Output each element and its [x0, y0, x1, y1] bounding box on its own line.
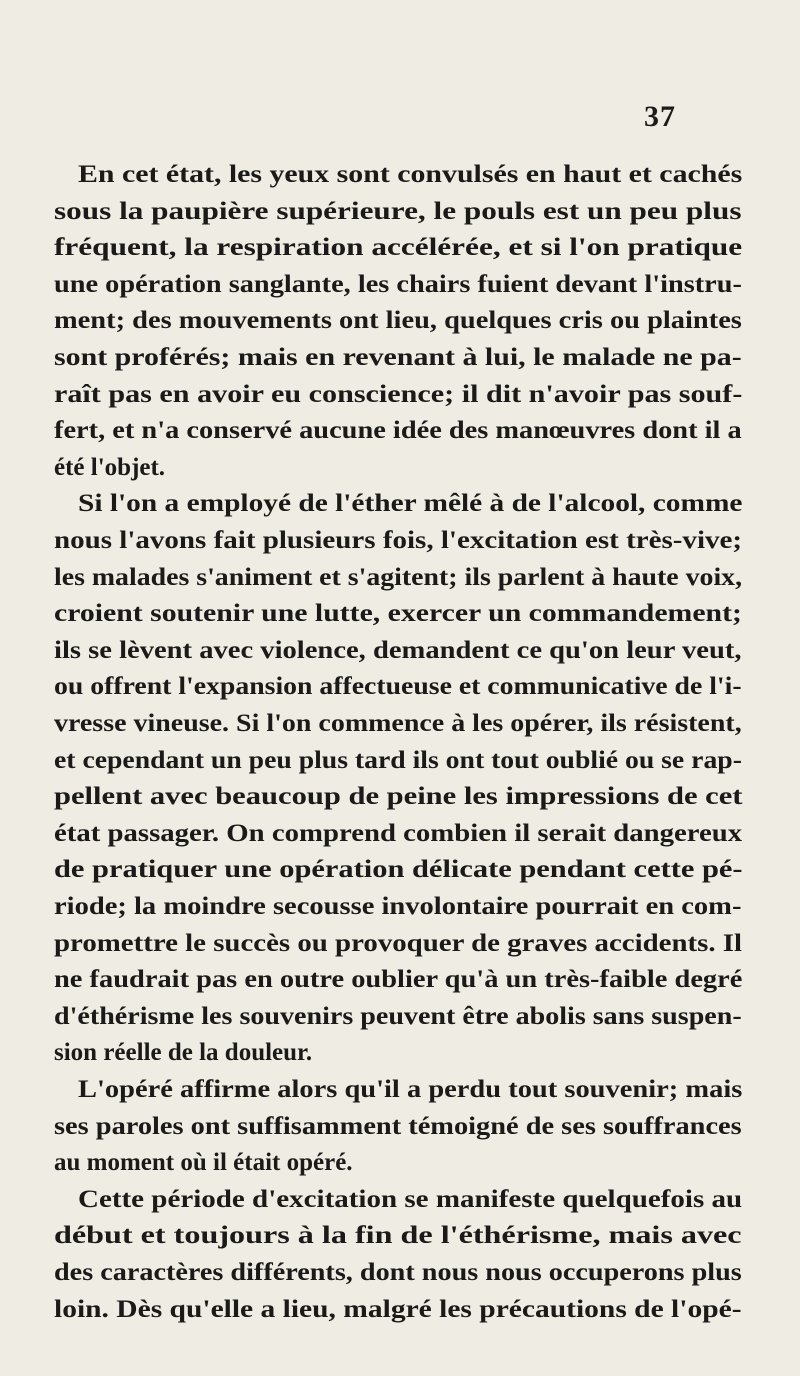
text-line: pellent avec beaucoup de peine les impressions de cet: [54, 783, 743, 811]
text-line: au moment où il était opéré.: [54, 1149, 353, 1177]
text-line: été l'objet.: [54, 453, 166, 481]
text-line: de pratiquer une opération délicate pendant cette pé-: [54, 856, 743, 884]
text-line: Si l'on a employé de l'éther mêlé à de l'alcool, comme: [78, 490, 743, 518]
text-line: des caractères différents, dont nous nous occuperons plus: [54, 1259, 742, 1286]
text-line: promettre le succès ou provoquer de graves accidents. Il: [54, 929, 743, 957]
text-line: début et toujours à la fin de l'éthérisme, mais avec: [54, 1222, 742, 1250]
text-line: et cependant un peu plus tard ils ont tout oublié ou se rap-: [54, 746, 742, 774]
text-line: vresse vineuse. Si l'on commence à les opérer, ils résistent,: [54, 710, 742, 737]
text-line: ne faudrait pas en outre oublier qu'à un très-faible degré: [54, 966, 743, 994]
text-line: sion réelle de la douleur.: [54, 1039, 313, 1067]
text-line: ou offrent l'expansion affectueuse et communicative de l'i-: [54, 673, 742, 701]
text-line: état passager. On comprend combien il serait dangereux: [54, 819, 743, 847]
text-line: raît pas en avoir eu conscience; il dit n'avoir pas souf-: [54, 380, 743, 408]
text-line: ils se lèvent avec violence, demandent ce qu'on leur veut,: [54, 636, 742, 664]
text-line: ses paroles ont suffisamment témoigné de ses souffrances: [54, 1112, 742, 1140]
text-line: Cette période d'excitation se manifeste quelquefois au: [78, 1185, 743, 1213]
page-number: 37: [644, 100, 676, 133]
text-line: nous l'avons fait plusieurs fois, l'excitation est très-vive;: [54, 527, 743, 554]
text-line: ment; des mouvements ont lieu, quelques cris ou plaintes: [54, 307, 742, 335]
text-line: fert, et n'a conservé aucune idée des manœuvres dont il a: [54, 417, 742, 445]
text-line: riode; la moindre secousse involontaire pourrait en com-: [54, 893, 742, 920]
text-line: fréquent, la respiration accélérée, et si l'on pratique: [54, 234, 743, 262]
text-line: les malades s'animent et s'agitent; ils parlent à haute voix,: [54, 563, 743, 591]
text-line: une opération sanglante, les chairs fuient devant l'instru-: [54, 270, 742, 298]
text-line: L'opéré affirme alors qu'il a perdu tout souvenir; mais: [78, 1076, 743, 1103]
text-line: d'éthérisme les souvenirs peuvent être abolis sans suspen-: [54, 1002, 742, 1030]
text-line: croient soutenir une lutte, exercer un commandement;: [54, 600, 742, 628]
text-line: sont proférés; mais en revenant à lui, le malade ne pa-: [54, 344, 742, 371]
text-line: loin. Dès qu'elle a lieu, malgré les précautions de l'opé-: [54, 1295, 742, 1323]
text-line: En cet état, les yeux sont convulsés en haut et cachés: [78, 161, 743, 188]
text-line: sous la paupière supérieure, le pouls est un peu plus: [54, 197, 742, 225]
